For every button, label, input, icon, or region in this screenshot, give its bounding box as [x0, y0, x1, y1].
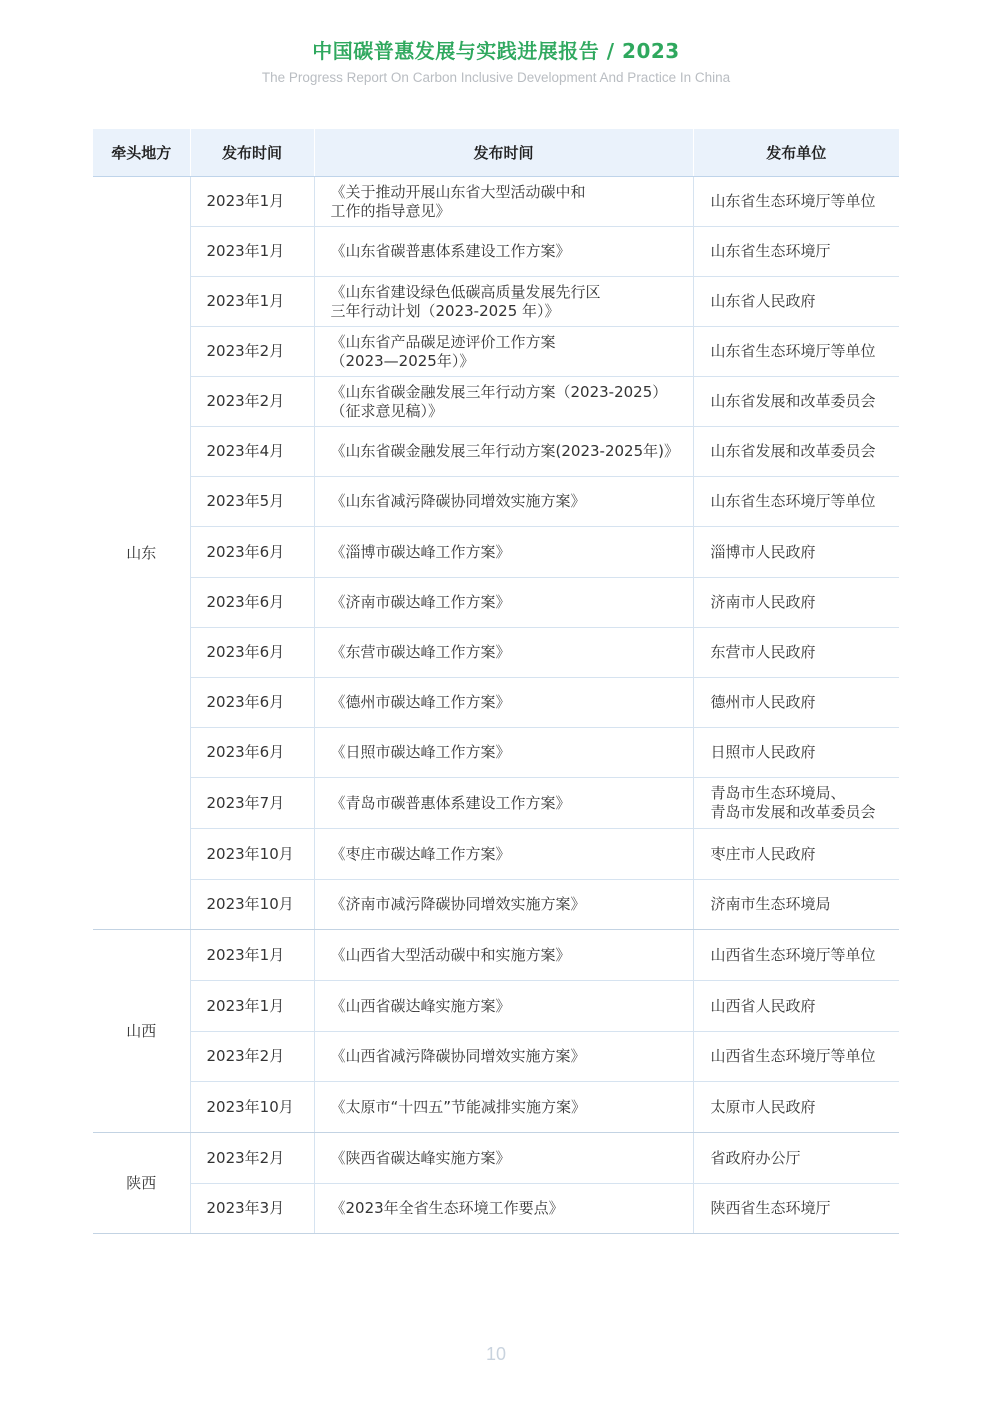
issuer-line: 山西省生态环境厅等单位 — [710, 945, 876, 964]
document-cell — [314, 981, 693, 1032]
issuer-cell — [693, 778, 899, 829]
table-row — [93, 1133, 899, 1184]
date-cell: 2023年6月 — [190, 527, 314, 578]
document-cell — [314, 829, 693, 880]
document-title-line: 《2023年全省生态环境工作要点》 — [330, 1199, 564, 1217]
issuer-line: 枣庄市人民政府 — [710, 844, 816, 863]
table-row — [93, 880, 899, 930]
table-row — [93, 628, 899, 678]
region-cell: 山西 — [93, 930, 190, 1133]
document-title-line: 《太原市“十四五”节能减排实施方案》 — [330, 1097, 587, 1116]
table-row — [93, 327, 899, 377]
issuer-cell — [693, 678, 899, 728]
document-title-line: 《日照市碳达峰工作方案》 — [330, 743, 511, 761]
document-title-line: 《山东省产品碳足迹评价工作方案 — [330, 332, 556, 351]
issuer-cell — [693, 578, 899, 628]
table-row — [93, 728, 899, 778]
issuer-line: 省政府办公厅 — [710, 1148, 801, 1167]
issuer-cell — [693, 1184, 899, 1234]
date-cell: 2023年7月 — [190, 778, 314, 829]
date-cell: 2023年2月 — [190, 377, 314, 427]
issuer-line: 太原市人民政府 — [710, 1097, 816, 1116]
column-header-region: 牵头地方 — [93, 129, 190, 177]
date-cell: 2023年1月 — [190, 277, 314, 327]
date-cell: 2023年5月 — [190, 477, 314, 527]
issuer-cell — [693, 377, 899, 427]
table-row — [93, 1082, 899, 1133]
document-title-line: 《关于推动开展山东省大型活动碳中和 — [330, 182, 586, 201]
issuer-cell — [693, 1082, 899, 1133]
document-title-line: 《枣庄市碳达峰工作方案》 — [330, 844, 511, 863]
document-cell — [314, 427, 693, 477]
document-cell — [314, 628, 693, 678]
date-cell: 2023年6月 — [190, 628, 314, 678]
issuer-line: 陕西省生态环境厅 — [710, 1199, 831, 1217]
issuer-cell — [693, 981, 899, 1032]
date-cell: 2023年1月 — [190, 177, 314, 227]
document-title-line: 《山东省减污降碳协同增效实施方案》 — [330, 492, 586, 510]
document-cell — [314, 1082, 693, 1133]
document-title-line: 《东营市碳达峰工作方案》 — [330, 643, 511, 661]
issuer-line: 山东省发展和改革委员会 — [710, 442, 876, 460]
document-title-line: 《山东省碳金融发展三年行动方案(2023-2025年)》 — [330, 442, 679, 460]
issuer-line: 德州市人民政府 — [710, 693, 816, 711]
table-row — [93, 477, 899, 527]
date-cell: 2023年1月 — [190, 981, 314, 1032]
document-cell — [314, 728, 693, 778]
document-title-line: 《山东省碳金融发展三年行动方案（2023-2025） — [330, 382, 668, 401]
document-cell — [314, 930, 693, 981]
date-cell: 2023年1月 — [190, 227, 314, 277]
table-row — [93, 277, 899, 327]
policy-table — [93, 129, 899, 1234]
issuer-line: 青岛市发展和改革委员会 — [710, 803, 876, 821]
issuer-line: 济南市人民政府 — [710, 593, 816, 611]
issuer-line: 淄博市人民政府 — [710, 542, 816, 561]
document-title-line: 《德州市碳达峰工作方案》 — [330, 693, 511, 711]
document-cell — [314, 527, 693, 578]
page-number: 10 — [485, 1344, 507, 1364]
document-title-line: 《陕西省碳达峰实施方案》 — [330, 1148, 511, 1167]
table-header — [93, 129, 899, 177]
document-cell — [314, 678, 693, 728]
table-row — [93, 678, 899, 728]
report-subtitle: The Progress Report On Carbon Inclusive Development And Practice In China — [261, 70, 731, 85]
issuer-line: 山东省生态环境厅等单位 — [710, 342, 876, 360]
date-cell: 2023年2月 — [190, 1032, 314, 1082]
issuer-cell — [693, 477, 899, 527]
date-cell: 2023年1月 — [190, 930, 314, 981]
issuer-cell — [693, 728, 899, 778]
date-cell: 2023年10月 — [190, 880, 314, 930]
date-cell: 2023年2月 — [190, 1133, 314, 1184]
table-row — [93, 829, 899, 880]
issuer-line: 山西省生态环境厅等单位 — [710, 1047, 876, 1065]
issuer-cell — [693, 527, 899, 578]
document-title-line: 《济南市减污降碳协同增效实施方案》 — [330, 895, 586, 913]
table-body — [93, 177, 899, 1234]
issuer-line: 东营市人民政府 — [710, 643, 816, 661]
region-cell: 陕西 — [93, 1133, 190, 1234]
issuer-cell — [693, 1032, 899, 1082]
issuer-line: 山东省发展和改革委员会 — [710, 392, 876, 410]
document-cell — [314, 277, 693, 327]
document-cell — [314, 227, 693, 277]
document-cell — [314, 1133, 693, 1184]
issuer-cell — [693, 277, 899, 327]
document-title-line: 《山西省减污降碳协同增效实施方案》 — [330, 1047, 586, 1065]
table-row — [93, 177, 899, 227]
table-row — [93, 527, 899, 578]
document-cell — [314, 477, 693, 527]
document-cell — [314, 327, 693, 377]
date-cell: 2023年10月 — [190, 829, 314, 880]
date-cell: 2023年10月 — [190, 1082, 314, 1133]
issuer-cell — [693, 177, 899, 227]
document-cell — [314, 177, 693, 227]
document-title-line: 《青岛市碳普惠体系建设工作方案》 — [330, 793, 571, 812]
table-row — [93, 377, 899, 427]
document-cell — [314, 578, 693, 628]
issuer-cell — [693, 227, 899, 277]
table-row — [93, 1032, 899, 1082]
issuer-line: 山东省生态环境厅等单位 — [710, 192, 876, 210]
table-row — [93, 930, 899, 981]
issuer-line: 山东省人民政府 — [710, 292, 816, 310]
region-cell: 山东 — [93, 177, 190, 930]
table-row — [93, 578, 899, 628]
issuer-line: 山东省生态环境厅等单位 — [710, 492, 876, 510]
column-header-date: 发布时间 — [190, 129, 314, 177]
issuer-line: 日照市人民政府 — [710, 743, 816, 761]
document-title-line: （征求意见稿）》 — [330, 401, 444, 420]
issuer-cell — [693, 628, 899, 678]
table-row — [93, 981, 899, 1032]
column-header-issuer: 发布单位 — [693, 129, 899, 177]
document-title-line: 《山东省碳普惠体系建设工作方案》 — [330, 242, 571, 260]
document-title-line: 《山西省碳达峰实施方案》 — [330, 996, 511, 1015]
issuer-line: 青岛市生态环境局、 — [710, 784, 846, 802]
issuer-cell — [693, 327, 899, 377]
table-row — [93, 427, 899, 477]
document-title-line: 《山西省大型活动碳中和实施方案》 — [330, 945, 571, 964]
document-cell — [314, 1032, 693, 1082]
issuer-cell — [693, 930, 899, 981]
column-header-document: 发布时间 — [314, 129, 693, 177]
document-title-line: 三年行动计划（2023-2025 年）》 — [330, 301, 560, 320]
page-header — [0, 36, 992, 89]
table-row — [93, 778, 899, 829]
table-row — [93, 1184, 899, 1234]
issuer-cell — [693, 1133, 899, 1184]
document-title-line: 《山东省建设绿色低碳高质量发展先行区 — [330, 282, 601, 301]
issuer-cell — [693, 427, 899, 477]
document-cell — [314, 880, 693, 930]
report-title: 中国碳普惠发展与实践进展报告 / 2023 — [312, 39, 680, 63]
document-cell — [314, 1184, 693, 1234]
document-title-line: 《济南市碳达峰工作方案》 — [330, 593, 511, 611]
issuer-cell — [693, 880, 899, 930]
table-row — [93, 227, 899, 277]
date-cell: 2023年3月 — [190, 1184, 314, 1234]
document-title-line: 《淄博市碳达峰工作方案》 — [330, 542, 511, 561]
document-title-line: 工作的指导意见》 — [330, 201, 451, 220]
document-cell — [314, 377, 693, 427]
date-cell: 2023年6月 — [190, 578, 314, 628]
issuer-line: 济南市生态环境局 — [710, 895, 831, 913]
issuer-cell — [693, 829, 899, 880]
date-cell: 2023年4月 — [190, 427, 314, 477]
document-cell — [314, 778, 693, 829]
issuer-line: 山东省生态环境厅 — [710, 242, 831, 260]
date-cell: 2023年6月 — [190, 728, 314, 778]
document-title-line: （2023—2025年）》 — [330, 351, 475, 370]
issuer-line: 山西省人民政府 — [710, 996, 816, 1015]
table-header-row — [93, 129, 899, 177]
date-cell: 2023年2月 — [190, 327, 314, 377]
date-cell: 2023年6月 — [190, 678, 314, 728]
